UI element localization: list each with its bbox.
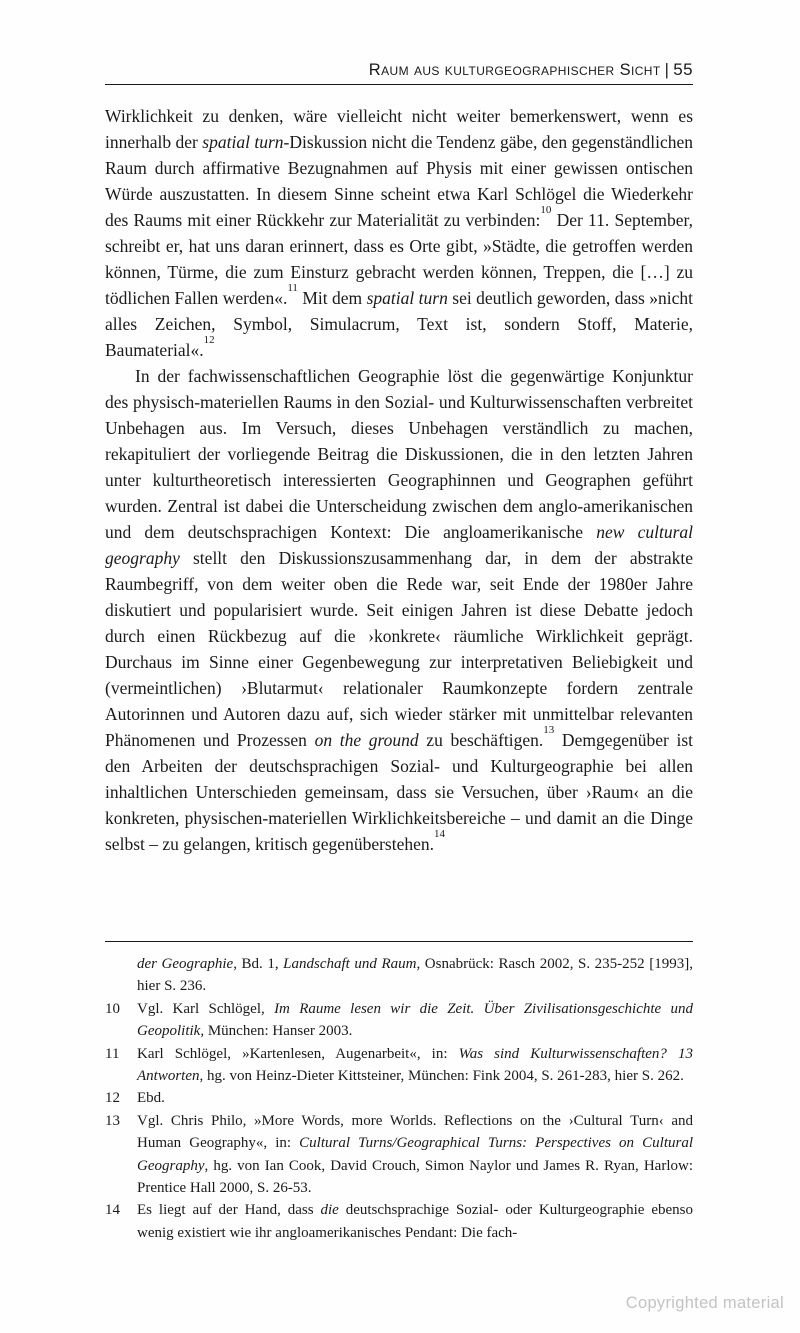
page-header — [105, 60, 693, 80]
text-run: sei deutlich geworden, dass »nicht alles Zeichen, Symbol, Simulacrum, Text ist, sondern Stoff, Materie, Baumaterial«. — [105, 288, 693, 360]
footnote-number: 13 — [105, 1112, 120, 1129]
text-run: stellt den Diskussionszusammenhang dar, in dem der abstrakte Raumbegriff, von dem weiter oben die Rede war, seit Ende der 1980er Jahre diskutiert und popularisiert wurde. Seit einigen Jahren ist diese Debatte jedoch durch einen Rückbezug auf die ›konkrete‹ räumliche Wirklichkeit geprägt. Durchaus im Sinne einer Gegenbewegung zur interpretativen Beliebigkeit und (vermeintlichen) ›Blutarmut‹ relationaler Raumkonzepte fordern zentrale Autorinnen und Autoren dazu auf, sich wieder stärker mit unmittelbar relevanten Phänomenen und Prozessen — [105, 548, 693, 750]
footnotes-list — [105, 953, 693, 1244]
footnote-item — [105, 1043, 693, 1088]
text-run: Demgegenüber ist den Arbeiten der deutschsprachigen Sozial- und Kulturgeographie bei allen inhaltlichen Unterschieden gemeinsam, dass sie Versuchen, über ›Raum‹ an die konkreten, physischen-materiellen Wirklichkeitsbereiche – und damit an die Dinge selbst – zu gelangen, kritisch gegenüberstehen. — [105, 730, 693, 854]
italic-run: new cultural geography — [105, 522, 693, 568]
text-run: In der fachwissenschaftlichen Geographie löst die gegenwärtige Konjunktur des physisch-materiellen Raums in den Sozial- und Kulturwissenschaften verbreitet Unbehagen aus. Im Versuch, dieses Unbehagen verständlich zu machen, rekapituliert der vorliegende Beitrag die Diskussionen, die in den letzten Jahren unter kulturtheoretisch interessierten Geographinnen und Geographen geführt wurden. Zentral ist dabei die Unterscheidung zwischen dem anglo-amerikanischen und dem deutschsprachigen Kontext: Die angloamerikanische — [105, 366, 693, 542]
footnote-ref: 14 — [434, 828, 445, 841]
italic-run: die — [320, 1202, 339, 1219]
text-run: -Diskussion nicht die Tendenz gäbe, den gegenständlichen Raum durch affirmative Bezugnahmen auf Physis mit einer gewissen ontischen Würde auszustatten. In diesem Sinne scheint etwa Karl Schlögel die Wiederkehr des Raums mit einer Rückkehr zur Materialität zu verbinden: — [105, 132, 693, 230]
paragraph-2 — [105, 363, 693, 857]
footnote-text — [137, 953, 693, 998]
footnote-text — [137, 1199, 693, 1244]
text-run: Vgl. Chris Philo, »More Words, more Worlds. Reflections on the ›Cultural Turn‹ and Human Geography«, in: — [137, 1112, 693, 1152]
footnote-item — [105, 1087, 693, 1109]
text-run: , hg. von Ian Cook, David Crouch, Simon Naylor und James R. Ryan, Harlow: Prentice Hall 2000, S. 26-53. — [137, 1157, 693, 1197]
footnote-number: 12 — [105, 1090, 120, 1107]
text-run: Mit dem — [297, 288, 367, 308]
footnote-rule — [105, 941, 693, 942]
footnote-number: 14 — [105, 1202, 120, 1219]
footnote-ref: 13 — [543, 724, 555, 737]
footnote-ref: 11 — [287, 282, 298, 295]
text-run: Karl Schlögel, »Kartenlesen, Augenarbeit«, in: — [137, 1045, 459, 1062]
page-number: 55 — [673, 60, 693, 79]
footnote-text — [137, 1087, 693, 1109]
text-run: , hg. von Heinz-Dieter Kittsteiner, München: Fink 2004, S. 261-283, hier S. 262. — [199, 1068, 684, 1085]
text-run: , Bd. 1, — [233, 956, 284, 972]
footnote-text — [137, 1043, 693, 1088]
italic-run: spatial turn — [366, 288, 448, 308]
italic-run: spatial turn — [202, 132, 284, 152]
italic-run: Im Raume lesen wir die Zeit. Über Zivilisationsgeschichte und Geopolitik, — [137, 1000, 694, 1040]
italic-run: Cultural Turns/Geographical Turns: Perspectives on Cultural Geography — [137, 1135, 693, 1174]
text-run: Ebd. — [137, 1090, 165, 1107]
text-run: , Osnabrück: Rasch 2002, S. 235-252 [1993], hier S. 236. — [137, 956, 693, 995]
body-text — [105, 85, 693, 941]
italic-run: Was sind Kulturwissenschaften? 13 Antworten — [137, 1045, 693, 1085]
italic-run: Landschaft und Raum — [283, 956, 417, 972]
page-content — [105, 60, 693, 1244]
running-head-title: Raum aus kulturgeographischer Sicht — [368, 61, 661, 79]
footnote-text — [137, 1110, 693, 1200]
footnote-item — [105, 953, 693, 998]
footnote-item — [105, 1199, 693, 1244]
header-separator-bar: | — [664, 61, 670, 79]
copyright-watermark: Copyrighted material — [625, 1294, 784, 1312]
footnote-item — [105, 1110, 693, 1200]
italic-run: on the ground — [314, 730, 419, 750]
italic-run: der Geographie — [137, 956, 234, 972]
text-run: Es liegt auf der Hand, dass — [137, 1202, 321, 1219]
text-run: Wirklichkeit zu denken, wäre vielleicht nicht weiter bemerkenswert, wenn es innerhalb der — [105, 106, 693, 152]
footnote-number: 10 — [105, 1000, 120, 1017]
footnote-ref: 12 — [203, 334, 215, 347]
paragraph-1 — [105, 103, 693, 363]
footnote-item — [105, 998, 693, 1043]
footnote-number: 11 — [105, 1045, 120, 1062]
text-run: München: Hanser 2003. — [204, 1023, 353, 1040]
footnote-text — [137, 998, 693, 1043]
text-run: Vgl. Karl Schlögel, — [137, 1000, 275, 1017]
text-run: zu beschäftigen. — [418, 730, 544, 750]
text-run: deutschsprachige Sozial- oder Kulturgeographie ebenso wenig existiert wie ihr angloamerikanisches Pendant: Die fach- — [137, 1202, 693, 1241]
text-run: Der 11. September, schreibt er, hat uns daran erinnert, dass es Orte gibt, »Städte, die getroffen werden können, Türme, die zum Einsturz gebracht werden können, Treppen, die […] zu tödlichen Fallen werden«. — [105, 210, 693, 308]
footnote-ref: 10 — [540, 204, 552, 217]
